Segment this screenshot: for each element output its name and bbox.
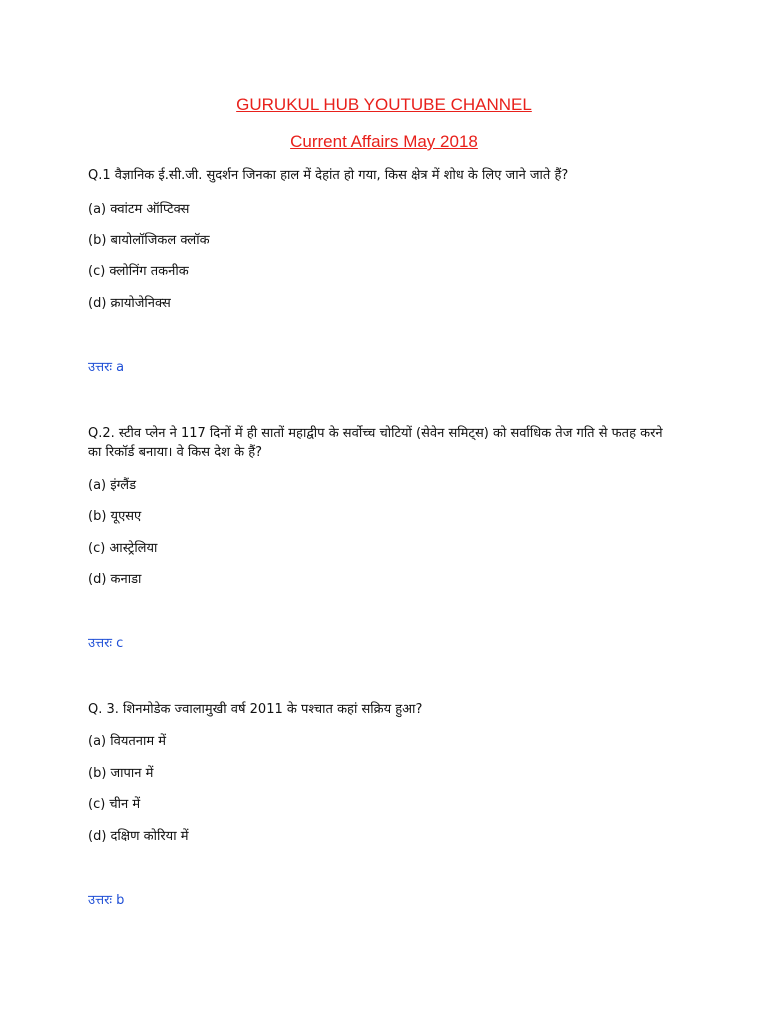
question-3-option-a: (a) वियतनाम में — [88, 734, 167, 749]
question-3-text: Q. 3. शिनमोडेक ज्वालामुखी वर्ष 2011 के पश्चात कहां सक्रिय हुआ? — [88, 702, 423, 717]
question-1-option-d: (d) क्रायोजेनिक्स — [88, 296, 171, 311]
question-2-option-d: (d) कनाडा — [88, 572, 142, 587]
question-3-option-c: (c) चीन में — [88, 797, 141, 812]
question-2-option-c: (c) आस्ट्रेलिया — [88, 541, 158, 556]
question-3-answer: उत्तरः b — [88, 893, 125, 908]
page-subtitle: Current Affairs May 2018 — [290, 132, 478, 151]
channel-title: GURUKUL HUB YOUTUBE CHANNEL — [236, 95, 532, 114]
question-2-text-line-1: Q.2. स्टीव प्लेन ने 117 दिनों में ही सातों महाद्वीप के सर्वोच्च चोटियों (सेवेन समिट्स) को सर्वाधिक तेज गति से फतह करने — [88, 426, 663, 441]
question-3-option-b: (b) जापान में — [88, 766, 154, 781]
question-1-option-a: (a) क्वांटम ऑप्टिक्स — [88, 202, 190, 217]
question-2-answer: उत्तरः c — [88, 636, 124, 651]
question-2-text-line-2: का रिकॉर्ड बनाया। वे किस देश के हैं? — [88, 445, 263, 460]
question-3-option-d: (d) दक्षिण कोरिया में — [88, 829, 189, 844]
question-2-option-a: (a) इंग्लैंड — [88, 478, 137, 493]
question-1-text: Q.1 वैज्ञानिक ई.सी.जी. सुदर्शन जिनका हाल में देहांत हो गया, किस क्षेत्र में शोध के लिए जाने जाते हैं? — [88, 168, 569, 183]
question-1-option-c: (c) क्लोनिंग तकनीक — [88, 264, 189, 279]
question-1-answer: उत्तरः a — [88, 360, 125, 375]
question-2-option-b: (b) यूएसए — [88, 509, 142, 524]
question-1-option-b: (b) बायोलॉजिकल क्लॉक — [88, 233, 210, 248]
